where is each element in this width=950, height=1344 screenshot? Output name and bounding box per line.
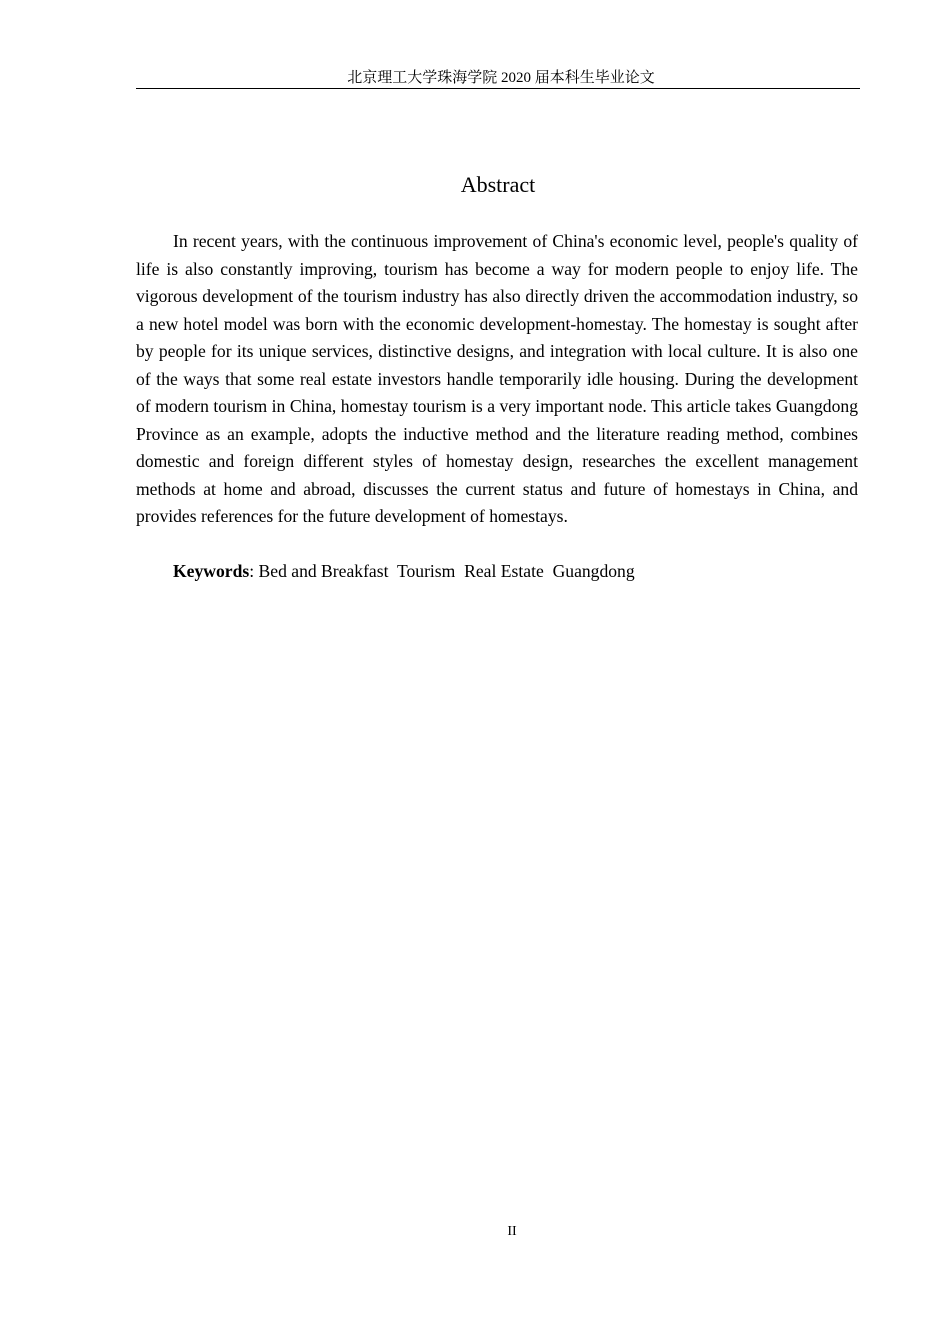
keywords-list: : Bed and Breakfast Tourism Real Estate Guangdong [249, 561, 635, 581]
keywords-label: Keywords [173, 561, 250, 581]
header-text: 北京理工大学珠海学院 2020 届本科生毕业论文 [347, 70, 655, 86]
page-number: II [507, 1224, 517, 1239]
keywords-line [136, 558, 858, 586]
abstract-title: Abstract [460, 172, 536, 197]
abstract-body: In recent years, with the continuous improvement of China's economic level, people's quality of life is also constantly improving, tourism has become a way for modern people to enjoy life. The vigorous development of the tourism industry has also directly driven the accommodation industry, so a new hotel model was born with the economic development-homestay. The homestay is sought after by people for its unique services, distinctive designs, and integration with local culture. It is also one of the ways that some real estate investors handle temporarily idle housing. During the development of modern tourism in China, homestay tourism is a very important node. This article takes Guangdong Province as an example, adopts the inductive method and the literature reading method, combines domestic and foreign different styles of homestay design, researches the excellent management methods at home and abroad, discusses the current status and future of homestays in China, and provides references for the future development of homestays. [136, 231, 858, 526]
page-header [136, 66, 860, 89]
